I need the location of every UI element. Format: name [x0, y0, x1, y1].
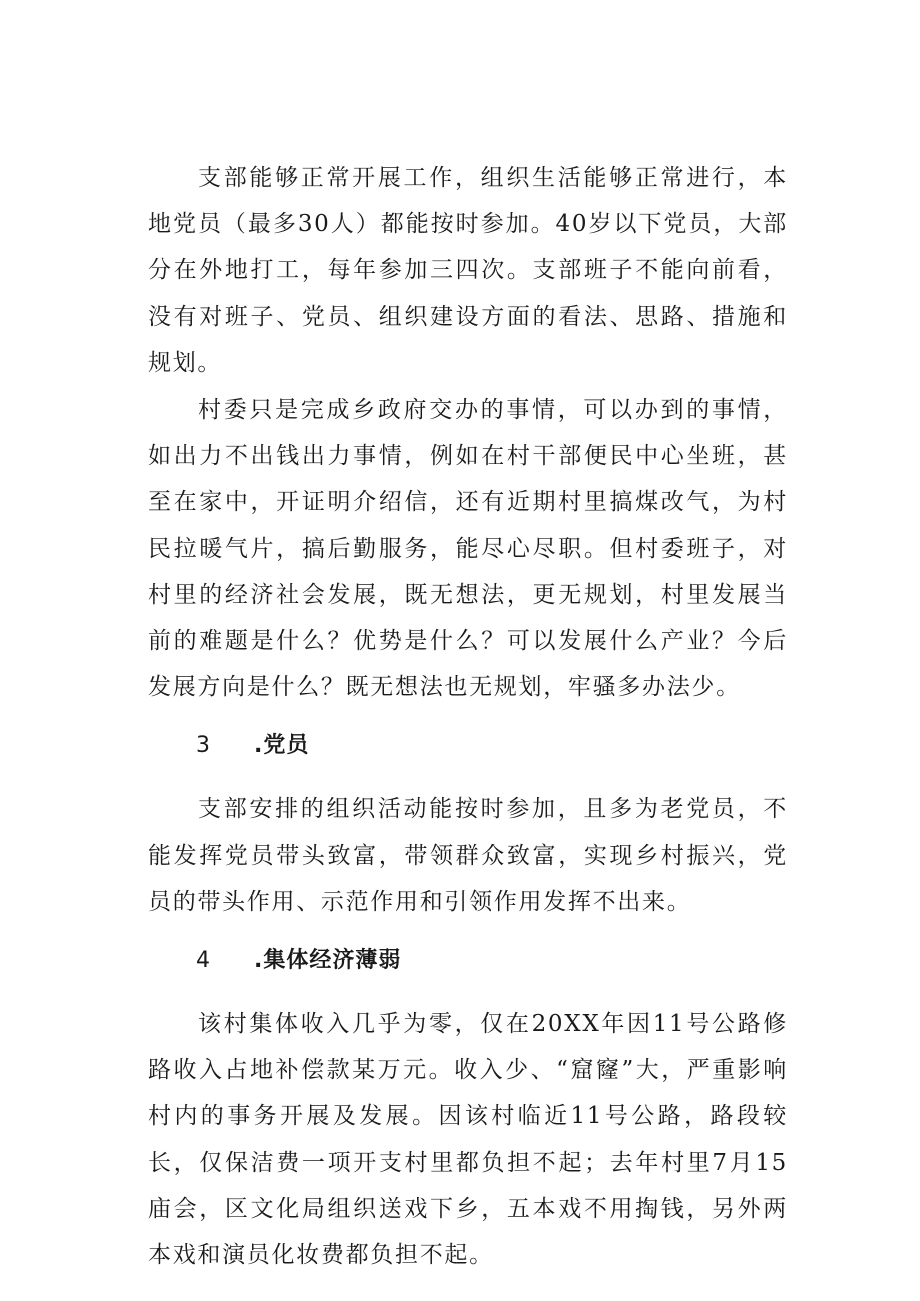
section-number: 4 — [196, 948, 210, 974]
section-title: .党员 — [254, 733, 310, 759]
section-heading-party-members — [148, 714, 788, 778]
section-number: 3 — [196, 733, 210, 759]
section-heading-collective-economy — [148, 929, 788, 993]
document-body — [148, 155, 788, 1278]
paragraph-village-committee: 村委只是完成乡政府交办的事情，可以办到的事情，如出力不出钱出力事情，例如在村干部便民中心坐班，甚至在家中，开证明介绍信，还有近期村里搞煤改气，为村民拉暖气片，搞后勤服务，能尽心尽职。但村委班子，对村里的经济社会发展，既无想法，更无规划，村里发展当前的难题是什么？优势是什么？可以发展什么产业？今后发展方向是什么？既无想法也无规划，牢骚多办法少。 — [148, 397, 788, 701]
section-title: .集体经济薄弱 — [254, 948, 402, 974]
paragraph-collective-economy: 该村集体收入几乎为零，仅在20XX年因11号公路修路收入占地补偿款某万元。收入少、“窟窿”大，严重影响村内的事务开展及发展。因该村临近11号公路，路段较长，仅保洁费一项开支村里都负担不起；去年村里7月15庙会，区文化局组织送戏下乡，五本戏不用掏钱，另外两本戏和演员化妆费都负担不起。 — [148, 1011, 788, 1269]
paragraph-branch-work: 支部能够正常开展工作，组织生活能够正常进行，本地党员（最多30人）都能按时参加。40岁以下党员，大部分在外地打工，每年参加三四次。支部班子不能向前看，没有对班子、党员、组织建设方面的看法、思路、措施和规划。 — [148, 165, 788, 376]
paragraph-party-members: 支部安排的组织活动能按时参加，且多为老党员，不能发挥党员带头致富，带领群众致富，实现乡村振兴，党员的带头作用、示范作用和引领作用发挥不出来。 — [148, 796, 788, 915]
